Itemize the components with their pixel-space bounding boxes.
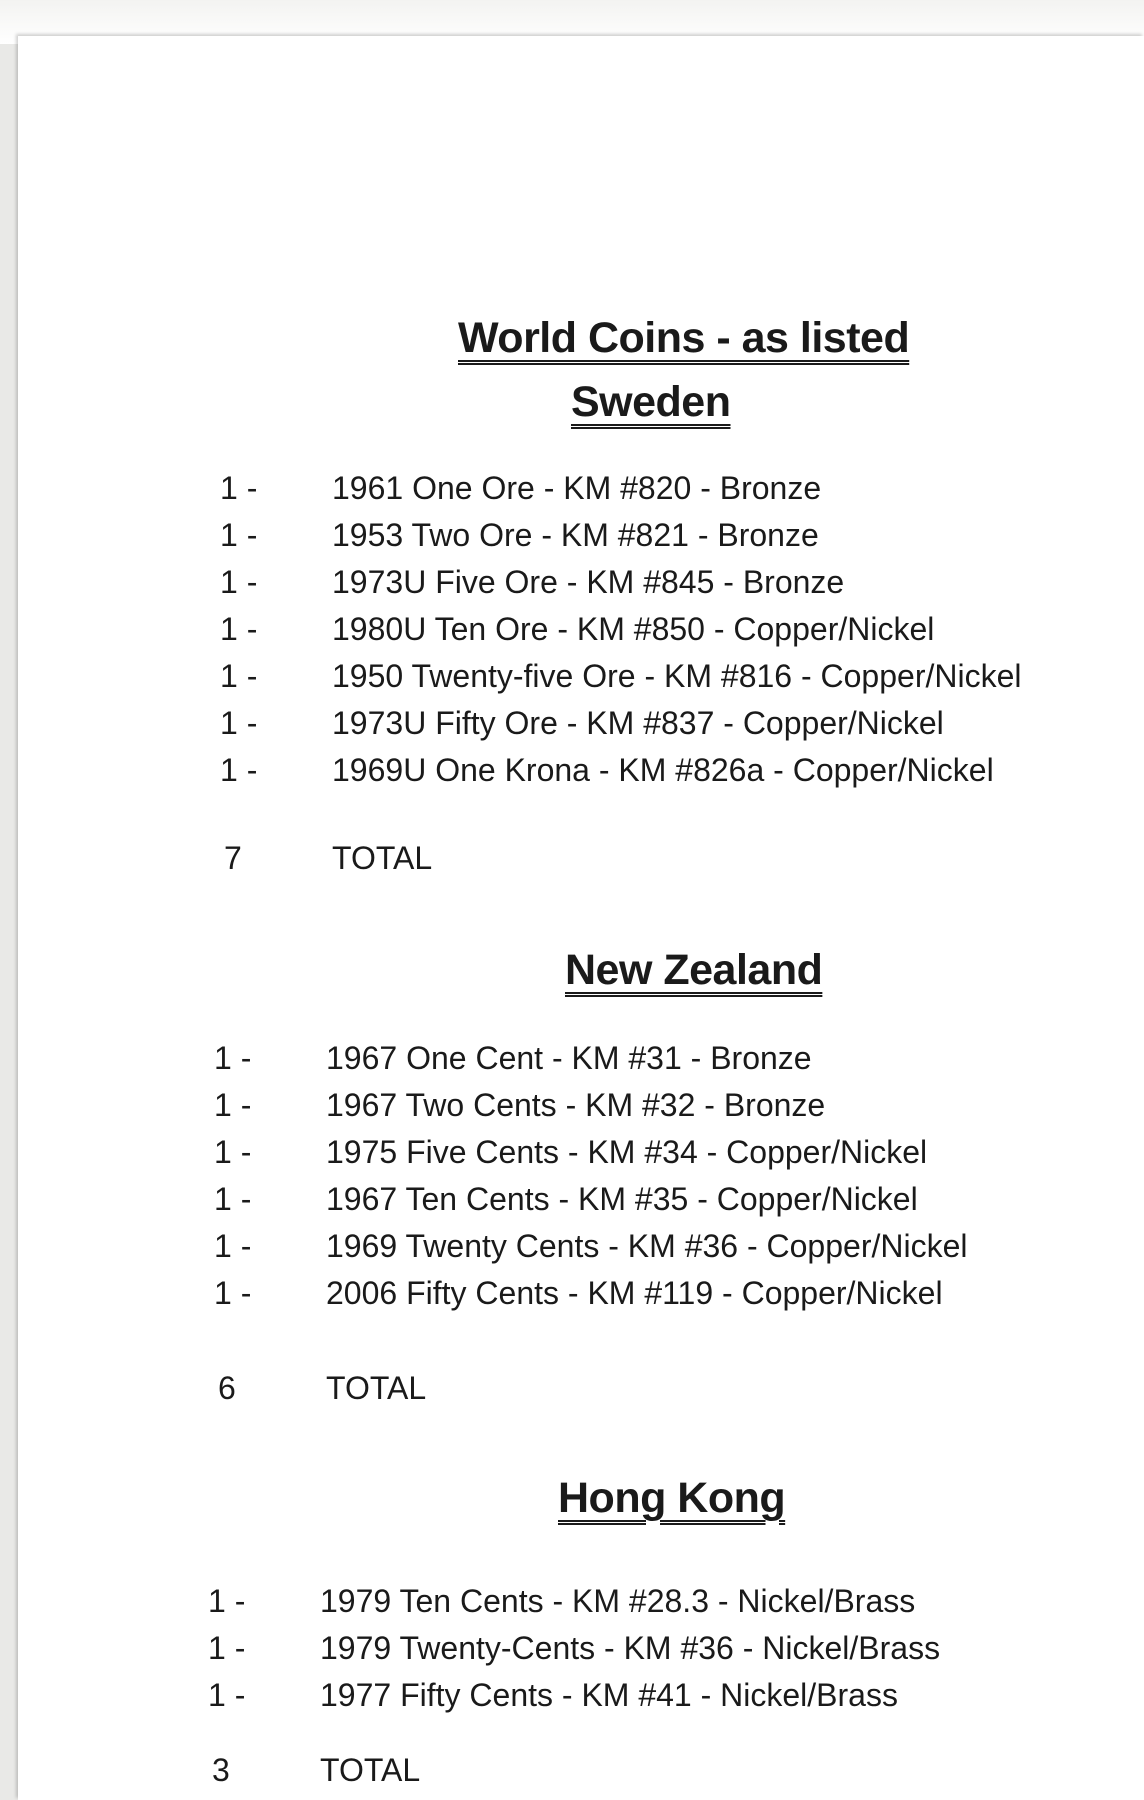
total-count: 6 <box>218 1370 236 1406</box>
item-description: 1973U Five Ore - KM #845 - Bronze <box>332 564 845 600</box>
item-description: 2006 Fifty Cents - KM #119 - Copper/Nickel <box>326 1275 943 1311</box>
item-description: 1973U Fifty Ore - KM #837 - Copper/Nickel <box>332 705 944 741</box>
total-label: TOTAL <box>326 1370 427 1406</box>
document-page <box>18 36 1144 1800</box>
item-quantity: 1 - <box>220 517 258 553</box>
item-quantity: 1 - <box>220 611 258 647</box>
item-description: 1969U One Krona - KM #826a - Copper/Nickel <box>332 752 994 788</box>
item-quantity: 1 - <box>220 705 258 741</box>
item-description: 1961 One Ore - KM #820 - Bronze <box>332 470 822 506</box>
item-description: 1979 Twenty-Cents - KM #36 - Nickel/Brass <box>320 1630 941 1666</box>
item-quantity: 1 - <box>220 470 258 506</box>
section-heading-new-zealand: New Zealand <box>565 946 823 994</box>
item-description: 1975 Five Cents - KM #34 - Copper/Nickel <box>326 1134 928 1170</box>
item-description: 1969 Twenty Cents - KM #36 - Copper/Nickel <box>326 1228 968 1264</box>
total-count: 3 <box>212 1752 230 1788</box>
item-description: 1967 One Cent - KM #31 - Bronze <box>326 1040 812 1076</box>
item-description: 1967 Two Cents - KM #32 - Bronze <box>326 1087 826 1123</box>
item-quantity: 1 - <box>208 1630 246 1666</box>
item-description: 1953 Two Ore - KM #821 - Bronze <box>332 517 819 553</box>
item-quantity: 1 - <box>220 752 258 788</box>
total-count: 7 <box>224 840 242 876</box>
item-quantity: 1 - <box>208 1677 246 1713</box>
section-heading-hong-kong: Hong Kong <box>558 1474 786 1522</box>
item-description: 1977 Fifty Cents - KM #41 - Nickel/Brass <box>320 1677 898 1713</box>
item-description: 1967 Ten Cents - KM #35 - Copper/Nickel <box>326 1181 918 1217</box>
item-quantity: 1 - <box>220 564 258 600</box>
item-quantity: 1 - <box>214 1040 252 1076</box>
item-description: 1979 Ten Cents - KM #28.3 - Nickel/Brass <box>320 1583 916 1619</box>
item-description: 1980U Ten Ore - KM #850 - Copper/Nickel <box>332 611 935 647</box>
item-quantity: 1 - <box>214 1228 252 1264</box>
item-quantity: 1 - <box>214 1134 252 1170</box>
item-quantity: 1 - <box>214 1181 252 1217</box>
item-quantity: 1 - <box>214 1087 252 1123</box>
item-description: 1950 Twenty-five Ore - KM #816 - Copper/Nickel <box>332 658 1022 694</box>
item-quantity: 1 - <box>214 1275 252 1311</box>
total-label: TOTAL <box>320 1752 421 1788</box>
item-quantity: 1 - <box>220 658 258 694</box>
item-quantity: 1 - <box>208 1583 246 1619</box>
document-title: World Coins - as listed <box>458 314 910 362</box>
section-heading-sweden: Sweden <box>571 378 731 426</box>
total-label: TOTAL <box>332 840 433 876</box>
